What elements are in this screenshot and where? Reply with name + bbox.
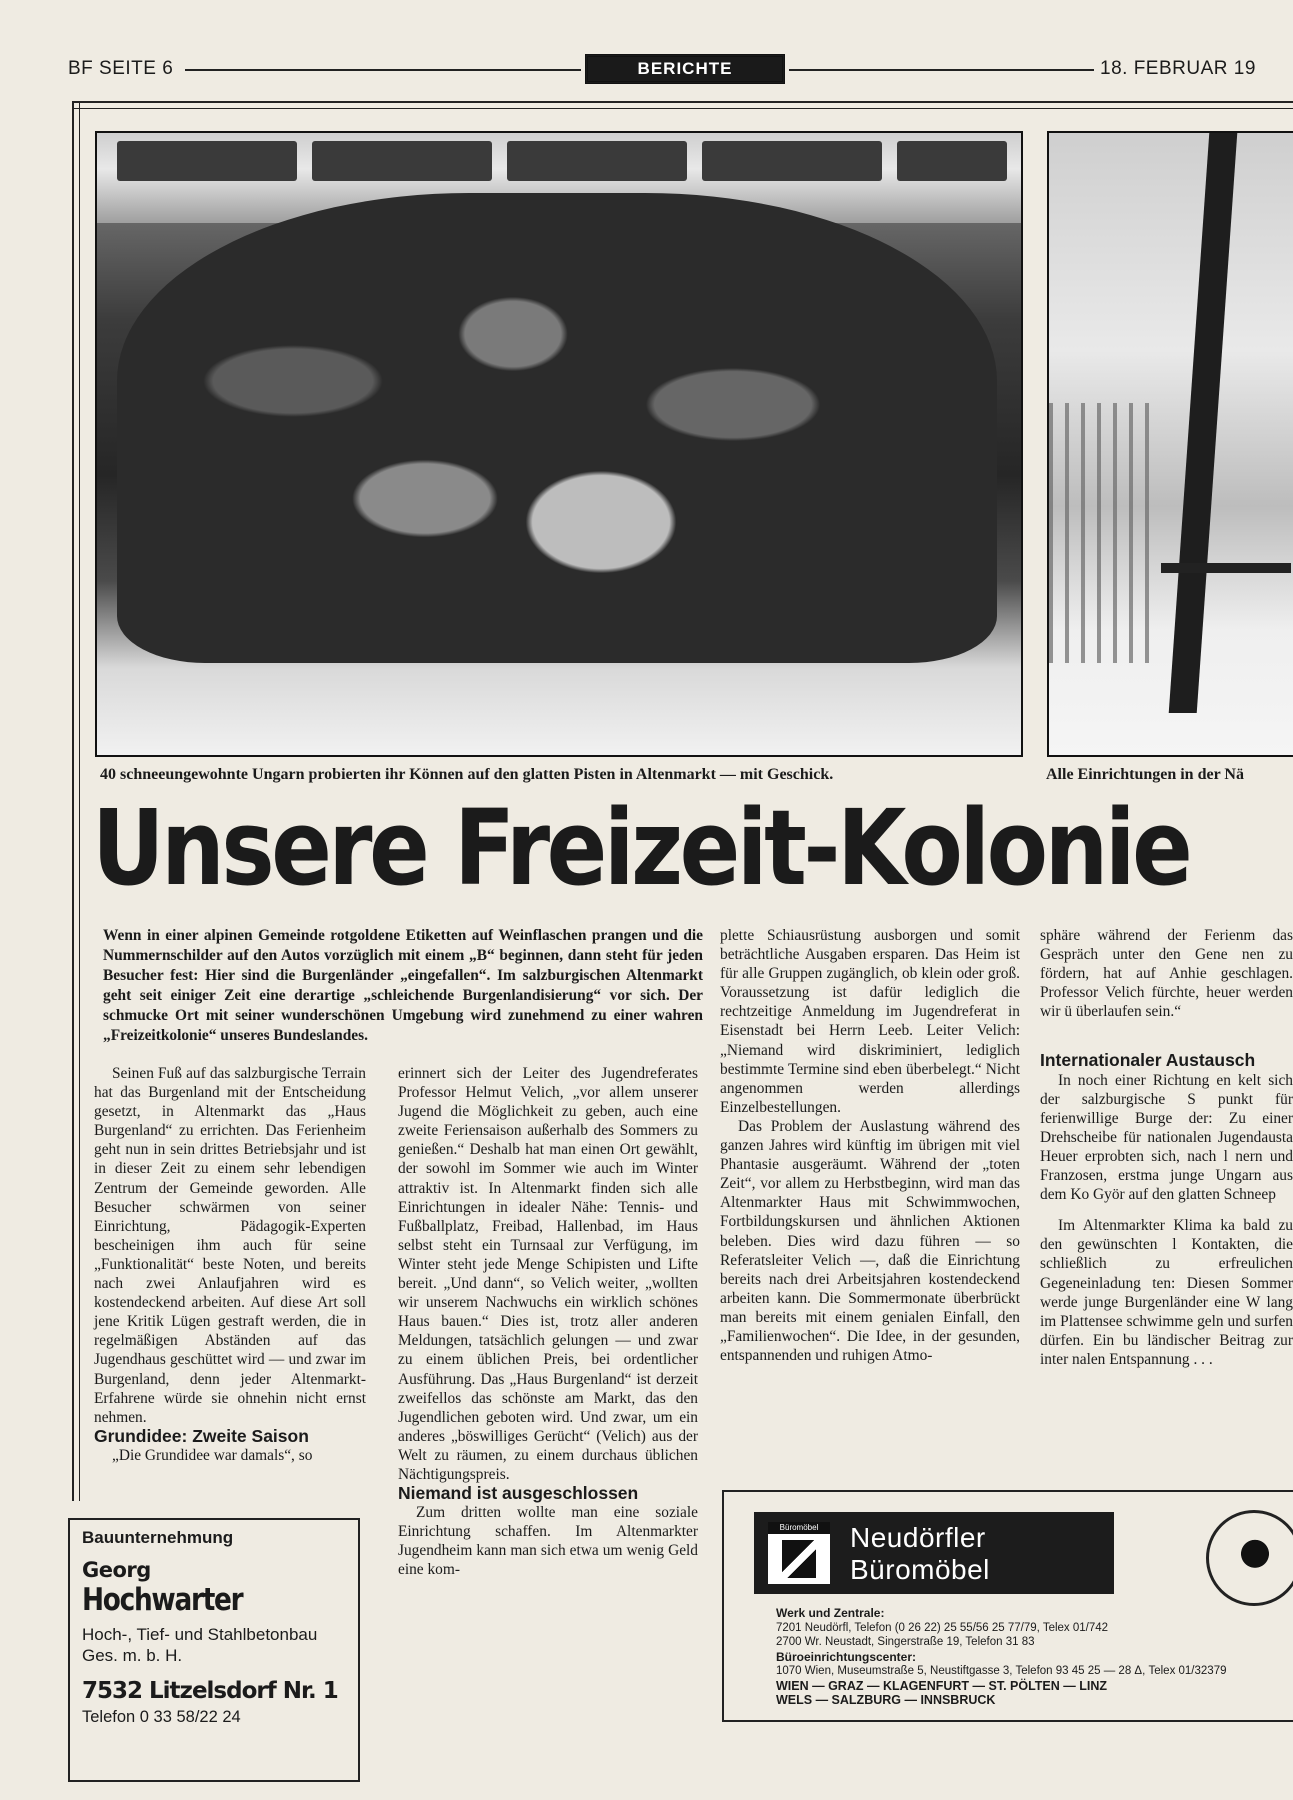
- subheading: Niemand ist ausgeschlossen: [398, 1483, 639, 1504]
- ad-neudoerfler: [722, 1490, 1293, 1722]
- ad-cities-line: WIEN — GRAZ — KLAGENFURT — ST. PÖLTEN — LINZ: [776, 1678, 1108, 1693]
- paragraph: In noch einer Richtung en kelt sich der salzburgische S punkt für ferienwillige Burge der: Zu einer Drehscheibe für nationalen Jugendausta Heuer erprobten sich, nach l nern und Franzosen, erstma junge Ungarn aus dem Ko Györ auf den glatten Schneep: [1040, 1071, 1293, 1204]
- paragraph: „Die Grundidee war damals“, so: [112, 1446, 313, 1464]
- page-label: BF SEITE 6: [68, 58, 174, 79]
- article-headline: Unsere Freizeit-Kolonie: [92, 787, 1190, 909]
- issue-date: 18. FEBRUAR 19: [1100, 58, 1256, 79]
- header-rule-left: [185, 69, 581, 71]
- article-column-3: [720, 926, 1020, 1365]
- paragraph: erinnert sich der Leiter des Jugendreferates Professor Helmut Velich, „vor allem unserer Jugend die Möglichkeit zu geben, auch eine zweite Feriensaison außerhalb des Sommers zu genießen.“ Deshalb hat man einen Ort gewählt, der sowohl im Sommer wie auch im Winter attraktiv ist. In Altenmarkt finden sich alle Einrichtungen in idealer Nähe: Tennis- und Fußballplatz, Freibad, Hallenbad, im Haus selbst steht ein Turnsaal zur Verfügung, im Winter steht jede Menge Schipisten und Lifte bereit. „Und dann“, so Velich weiter, „wollten wir unserem Nachwuchs ein wirklich schönes Haus bauen.“ Dies ist, trotz aller anderen Meldungen, tatsächlich gelungen — und zwar zu einem üblichen Preis, bei ordentlicher Ausführung. Das „Haus Burgenland“ ist derzeit zweifellos das schönste am Markt, das den Jugendlichen geboten wird. Und zwar, um ein anderes „böswilliges Gerücht“ (Velich) aus der Welt zu räumen, zu einem durchaus üblichen Nächtigungspreis.: [398, 1065, 698, 1483]
- ad-address: 7532 Litzelsdorf Nr. 1: [82, 1678, 338, 1704]
- ad-address-line: 2700 Wr. Neustadt, Singerstraße 19, Telefon 31 83: [776, 1636, 1035, 1648]
- ad-address-line: 7201 Neudörfl, Telefon (0 26 22) 25 55/56 25 77/79, Telex 01/742: [776, 1621, 1109, 1634]
- header-rule-right: [789, 69, 1094, 71]
- subheading: Internationaler Austausch: [1040, 1050, 1256, 1071]
- brand-name-line1: Neudörfler: [850, 1522, 986, 1553]
- ad-services: Hoch-, Tief- und Stahlbetonbau: [82, 1625, 318, 1644]
- subheading: Grundidee: Zweite Saison: [94, 1425, 309, 1446]
- ad-firstname: Georg: [82, 1558, 151, 1582]
- ad-heading-center: Büroeinrichtungscenter:: [776, 1649, 917, 1664]
- crowd-image-detail: [117, 193, 997, 663]
- ad-company-name: Hochwarter: [82, 1582, 243, 1618]
- frame-left-rule: [72, 101, 80, 1501]
- ad-cities-line: WELS — SALZBURG — INNSBRUCK: [776, 1693, 996, 1707]
- ad-contact-block: [776, 1606, 1276, 1708]
- section-banner: [585, 54, 785, 84]
- brand-name-line2: Büromöbel: [850, 1554, 990, 1585]
- paragraph: Zum dritten wollte man eine soziale Einrichtung schaffen. Im Altenmarkter Jugendheim kann man sich etwa um wenig Geld eine kom-: [398, 1504, 698, 1579]
- paragraph: sphäre während der Ferienm das Gespräch unter den Gene nen zu fördern, hat auf Anhie geschlagen. Professor Velich fürchte, heuer werden wir ü überlaufen sein.“: [1040, 927, 1293, 1021]
- group-photo: [95, 131, 1023, 757]
- paragraph: Seinen Fuß auf das salzburgische Terrain hat das Burgenland mit der Entscheidung gesetzt, in Altenmarkt das „Haus Burgenland“ zu errichten. Das Ferienheim geht nun in sein drittes Betriebsjahr und ist in dieser Zeit zu einem sehr lebendigen Zentrum der Gemeinde geworden. Alle Besucher schwärmen von seiner Einrichtung, Pädagogik-Experten bescheinigen ihm auch für seine „Funktionalität“ beste Noten, und bereits nach zwei Anlaufjahren wird es kostendeckend arbeiten. Auf diese Art soll jene Kritik Lügen gestraft werden, die in regelmäßigen Abständen auf das Jugendhaus geschüttet wird — und zwar im Burgenland, denn jeder Altenmarkt-Erfahrene würde sie ohnehin nicht ernst nehmen.: [94, 1065, 366, 1426]
- paragraph: plette Schiausrüstung ausborgen und somit beträchtliche Ausgaben ersparen. Das Heim ist für alle Gruppen zugänglich, ob klein oder groß. Voraussetzung ist dafür lediglich die rechtzeitige Anmeldung im Jugendreferat in Eisenstadt bei Herrn Leeb. Leiter Velich: „Niemand wird diskriminiert, lediglich bestimmte Termine sind eben überbelegt.“ Nicht angenommen werden allerdings Einzelbestellungen.: [720, 927, 1020, 1116]
- brand-logo-icon: [768, 1522, 830, 1584]
- ski-lift-photo: [1047, 131, 1293, 757]
- article-column-1: [94, 1064, 366, 1465]
- state-award-seal-icon: [1206, 1510, 1293, 1606]
- ad-brand-banner: [754, 1512, 1114, 1594]
- ad-hochwarter: [68, 1518, 360, 1782]
- frame-top-rule: [72, 101, 1293, 109]
- eagle-crest-icon: [1231, 1533, 1279, 1585]
- ad-legal-form: Ges. m. b. H.: [82, 1646, 183, 1665]
- ad-heading-plant: Werk und Zentrale:: [776, 1606, 885, 1620]
- lift-tower-image-detail: [1169, 133, 1238, 713]
- article-lead: Wenn in einer alpinen Gemeinde rotgoldene Etiketten auf Weinflaschen prangen und die Nummernschilder auf den Autos vorzüglich mit einem „B“ beginnen, dann steht für jeden Besucher fest: Hier sind die Burgenländer „eingefallen“. Im salzburgischen Altenmarkt geht seit einiger Zeit eine derartige „schleichende Burgenlandisierung“ vor sich. Der schmucke Ort mit seiner wunderschönen Umgebung wird zunehmend zu einer wahren „Freizeitkolonie“ unseres Bundeslandes.: [103, 927, 703, 1044]
- ad-address-line: 1070 Wien, Museumstraße 5, Neustiftgasse 3, Telefon 93 45 25 — 28 Δ, Telex 01/32379: [776, 1665, 1227, 1677]
- paragraph: Im Altenmarkter Klima ka bald zu den gewünschten l Kontakten, die schließlich zu erfreulichen Gegeneinladung ten: Diesen Sommer werde junge Burgenländer eine W lang im Plattensee schwimme geln und surfen dürfen. Ein bu ländischer Beitrag zur inter nalen Entspannung . . .: [1040, 1217, 1293, 1368]
- section-label: BERICHTE: [637, 59, 733, 78]
- ad-category: Bauunternehmung: [82, 1528, 234, 1547]
- ad-phone: Telefon 0 33 58/22 24: [82, 1708, 241, 1726]
- photo-caption-left: 40 schneeungewohnte Ungarn probierten ihr Können auf den glatten Pisten in Altenmarkt — mit Geschick.: [100, 766, 834, 783]
- article-column-2: [398, 1064, 698, 1580]
- logo-label: Büromöbel: [768, 1522, 830, 1534]
- photo-caption-right: Alle Einrichtungen in der Nä: [1046, 766, 1244, 783]
- article-column-4: [1040, 926, 1293, 1369]
- paragraph: Das Problem der Auslastung während des ganzen Jahres wird künftig im übrigen mit viel Phantasie ausgeräumt. Während der „toten Zeit“, vor allem zu Herbstbeginn, wird man das Altenmarkter Haus mit Schwimmwochen, Fortbildungskursen und ähnlichen Aktionen beleben. Dies wird dazu führen — so Referatsleiter Velich —, daß die Einrichtung bereits nach drei Arbeitsjahren kostendeckend arbeiten kann. Die Sommermonate überbrückt man bereits mit einem genialen Einfall, den „Familienwochen“. Die Idee, in der gesunden, entspannenden und ruhigen Atmo-: [720, 1117, 1020, 1365]
